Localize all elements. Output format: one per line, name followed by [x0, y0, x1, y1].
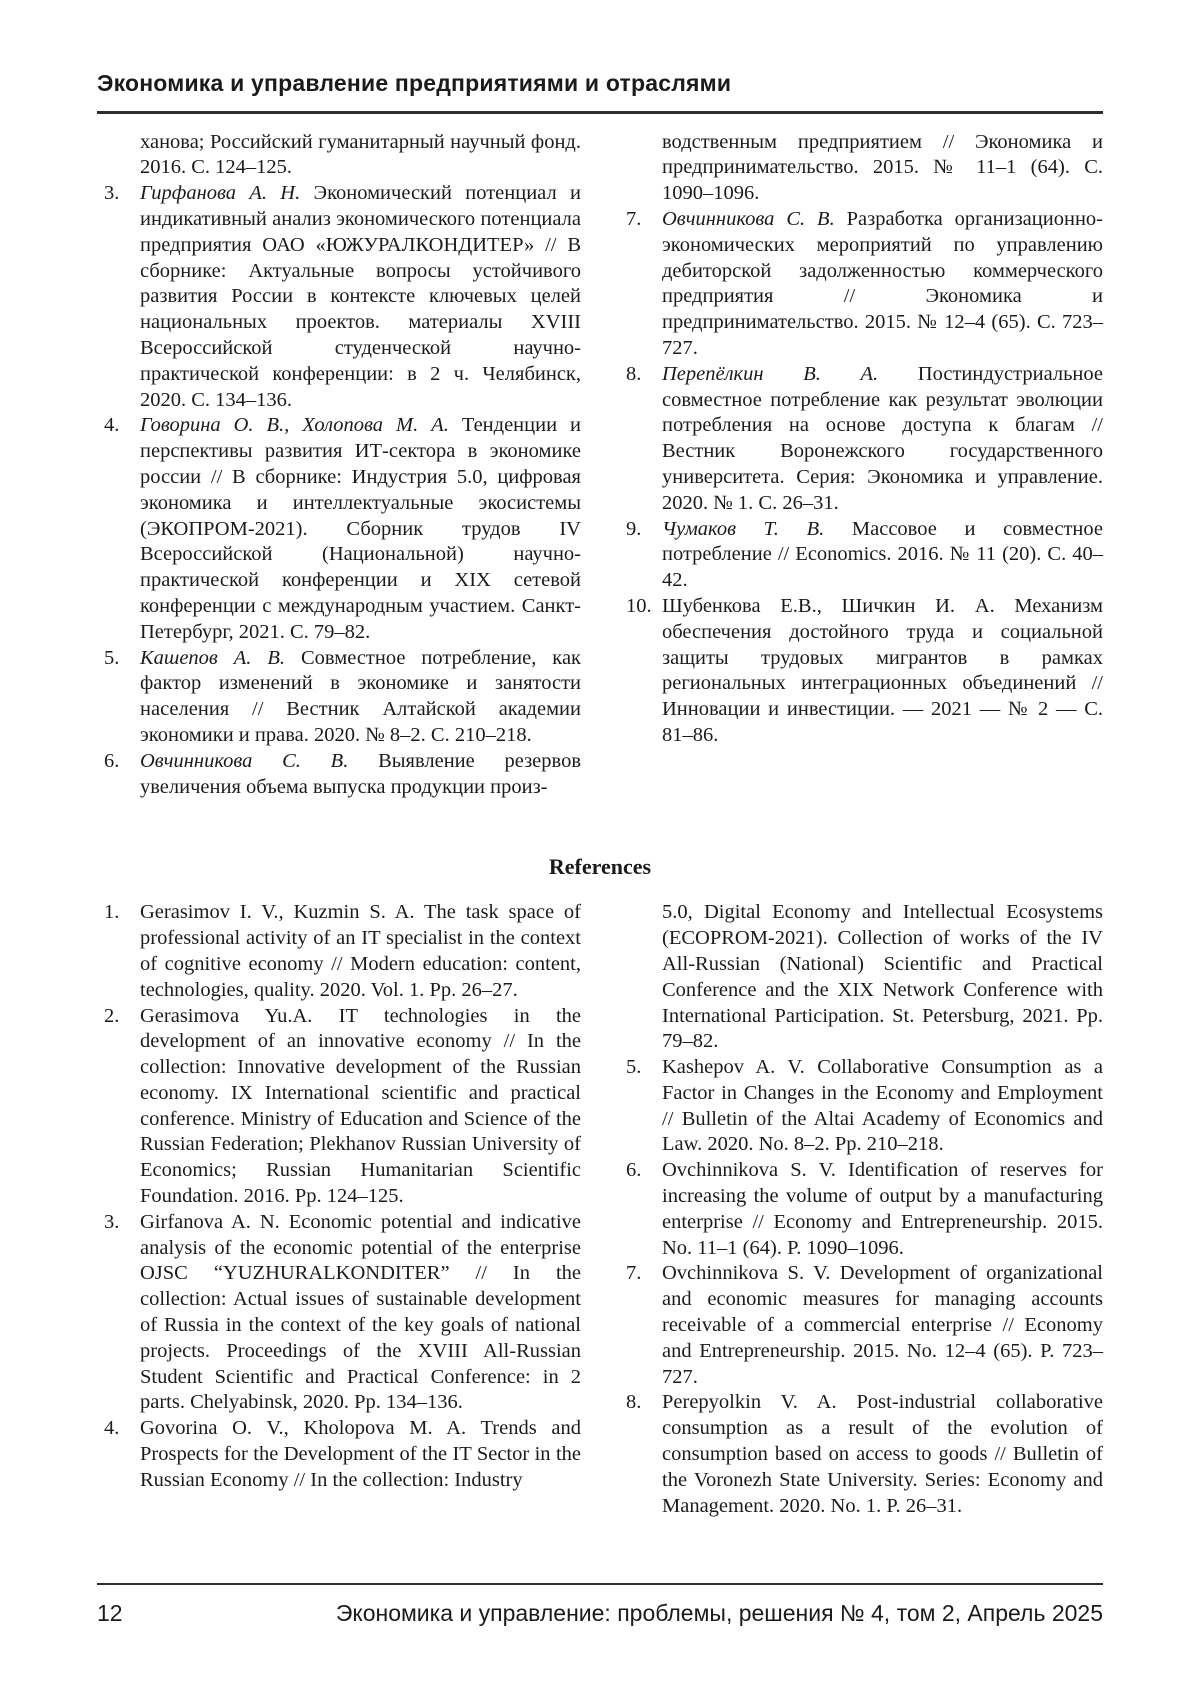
russian-references-left-column [97, 130, 581, 801]
entry-author: Говорина О. В., Холопова М. А. [140, 414, 462, 437]
english-references-section [97, 900, 1103, 1519]
entry-text: ханова; Российский гуманитарный научный фонд. 2016. С. 124–125. [140, 130, 581, 179]
entry-number: 6. [626, 1159, 642, 1182]
entry-author: Овчинникова С. В. [662, 207, 847, 230]
entry-number: 1. [104, 901, 120, 924]
english-references-left-column [97, 900, 581, 1493]
entry-author: Гирфанова А. Н. [140, 182, 314, 205]
entry-number: 3. [104, 1210, 120, 1233]
entry-text: Ovchinnikova S. V. Identification of reserves for increasing the volume of output by a manufacturing enterprise // Economy and Entrepreneurship. 2015. No. 11–1 (64). P. 1090–1096. [662, 1159, 1103, 1259]
entry-text: Шубенкова Е.В., Шичкин И. А. Механизм обеспечения достойного труда и социальной защиты трудовых мигрантов в рамках региональных интеграционных объединений // Инновации и инвестиции. — 2021 — № 2 — С. 81–86. [662, 594, 1103, 746]
reference-entry [619, 1261, 1103, 1390]
entry-number: 3. [104, 182, 120, 205]
entry-number: 10. [626, 594, 652, 617]
entry-number: 7. [626, 207, 642, 230]
russian-references-right-column [619, 130, 1103, 749]
entry-number: 9. [626, 517, 642, 540]
entry-text: Perepyolkin V. A. Post-industrial collaborative consumption as a result of the evolution of consumption based on access to goods // Bulletin of the Voronezh State University. Series: Economy and Management. 2020. No. 1. P. 26–31. [662, 1391, 1103, 1517]
reference-entry [619, 1158, 1103, 1261]
entry-text: Govorina O. V., Kholopova M. A. Trends and Prospects for the Development of the IT Sector in the Russian Economy // In the collection: Industry [140, 1417, 581, 1491]
references-heading: References [548, 854, 652, 880]
entry-number: 5. [104, 646, 120, 669]
entry-number: 8. [626, 1391, 642, 1414]
reference-entry [619, 517, 1103, 594]
reference-entry [97, 130, 581, 182]
entry-number: 4. [104, 414, 120, 437]
reference-entry [619, 207, 1103, 362]
section-title: Экономика и управление предприятиями и отраслями [97, 70, 732, 96]
entry-author: Овчинникова С. В. [140, 749, 379, 772]
entry-author: Кашепов А. В. [140, 646, 301, 669]
entry-text: Gerasimov I. V., Kuzmin S. A. The task space of professional activity of an IT specialist in the context of cognitive economy // Modern education: content, technologies, quality. 2020. Vol. 1. Pp. 26–27. [140, 901, 581, 1001]
entry-text: Kashepov A. V. Collaborative Consumption as a Factor in Changes in the Economy and Employment // Bulletin of the Altai Academy of Economics and Law. 2020. No. 8–2. Pp. 210–218. [662, 1056, 1103, 1156]
page-header [97, 70, 1103, 114]
entry-number: 6. [104, 749, 120, 772]
reference-entry [619, 130, 1103, 207]
header-rule [97, 111, 1103, 114]
entry-number: 7. [626, 1262, 642, 1285]
reference-entry [619, 1055, 1103, 1158]
entry-text: Говорина О. В., Холопова М. А. Тенденции и перспективы развития ИТ-сектора в экономике россии // В сборнике: Индустрия 5.0, цифровая экономика и интеллектуальные экосистемы (ЭКОПРОМ-2021). Сборник трудов IV Всероссийской (Национальной) научно-практической конференции и XIX сетевой конференции с международным участием. Санкт-Петербург, 2021. С. 79–82. [140, 414, 581, 643]
entry-text: Гирфанова А. Н. Экономический потенциал и индикативный анализ экономического потенциала предприятия ОАО «ЮЖУРАЛКОНДИТЕР» // В сборнике: Актуальные вопросы устойчивого развития России в контексте ключевых целей национальных проектов. материалы XVIII Всероссийской студенческой научно-практической конференции: в 2 ч. Челябинск, 2020. С. 134–136. [140, 182, 581, 411]
entry-text: Овчинникова С. В. Выявление резервов увеличения объема выпуска продукции произ- [140, 749, 581, 798]
entry-number: 8. [626, 362, 642, 385]
entry-text: Перепёлкин В. А. Постиндустриальное совместное потребление как результат эволюции потребления на основе доступа к благам //Вестник Воронежского государственного университета. Серия: Экономика и управление. 2020. № 1. С. 26–31. [662, 362, 1103, 514]
reference-entry [97, 413, 581, 645]
reference-entry [97, 749, 581, 801]
reference-entry [97, 181, 581, 413]
reference-entry [97, 1210, 581, 1416]
entry-author: Перепёлкин В. А. [662, 362, 918, 385]
entry-author: Чумаков Т. В. [662, 517, 852, 540]
entry-text: Girfanova A. N. Economic potential and indicative analysis of the economic potential of the enterprise OJSC “YUZHURALKONDITER” // In the collection: Actual issues of sustainable development of Russia in the context of the key goals of national projects. Proceedings of the XVIII All-Russian Student Scientific and Practical Conference: in 2 parts. Chelyabinsk, 2020. Pp. 134–136. [140, 1210, 581, 1414]
reference-entry [97, 1004, 581, 1210]
russian-references-section [97, 130, 1103, 801]
reference-entry [619, 362, 1103, 517]
page-number: 12 [97, 1600, 123, 1626]
reference-entry [619, 594, 1103, 749]
entry-text: 5.0, Digital Economy and Intellectual Ecosystems (ECOPROM-2021). Collection of works of the IV All-Russian (National) Scientific and Practical Conference and the XIX Network Conference with International Participation. St. Petersburg, 2021. Pp. 79–82. [662, 901, 1103, 1053]
entry-text: водственным предприятием // Экономика и предпринимательство. 2015. № 11–1 (64). С. 1090–1096. [662, 130, 1103, 205]
entry-number: 2. [104, 1004, 120, 1027]
entry-text: Кашепов А. В. Совместное потребление, как фактор изменений в экономике и занятости населения // Вестник Алтайской академии экономики и права. 2020. № 8–2. С. 210–218. [140, 646, 581, 746]
entry-text: Чумаков Т. В. Массовое и совместное потребление // Economics. 2016. № 11 (20). С. 40–42. [662, 517, 1103, 592]
reference-entry [97, 1416, 581, 1493]
entry-text: Овчинникова С. В. Разработка организационно-экономических мероприятий по управлению дебиторской задолженностью коммерческого предприятия // Экономика и предпринимательство. 2015. № 12–4 (65). С. 723–727. [662, 207, 1103, 359]
reference-entry [97, 900, 581, 1003]
english-references-right-column [619, 900, 1103, 1519]
reference-entry [97, 646, 581, 749]
journal-title: Экономика и управление: проблемы, решения № 4, том 2, Апрель 2025 [335, 1600, 1103, 1626]
page-footer [97, 1583, 1103, 1627]
entry-number: 4. [104, 1417, 120, 1440]
reference-entry [619, 1390, 1103, 1519]
entry-text: Ovchinnikova S. V. Development of organizational and economic measures for managing accounts receivable of a commercial enterprise // Economy and Entrepreneurship. 2015. No. 12–4 (65). P. 723–727. [662, 1262, 1103, 1388]
entry-number: 5. [626, 1056, 642, 1079]
entry-text: Gerasimova Yu.A. IT technologies in the development of an innovative economy // In the collection: Innovative development of the Russian economy. IX International scientific and practical conference. Ministry of Education and Science of the Russian Federation; Plekhanov Russian University of Economics; Russian Humanitarian Scientific Foundation. 2016. Pp. 124–125. [140, 1004, 581, 1208]
reference-entry [619, 900, 1103, 1055]
